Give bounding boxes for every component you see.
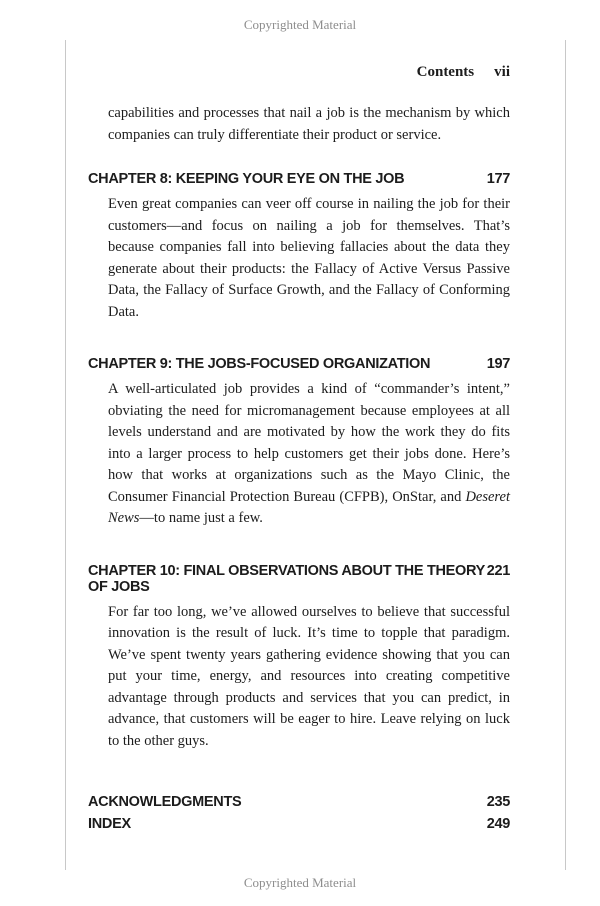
copyright-notice-bottom: Copyrighted Material xyxy=(243,875,357,890)
copyright-notice-top: Copyrighted Material xyxy=(243,17,357,32)
index-row xyxy=(88,813,510,835)
page-edge-left xyxy=(65,40,66,870)
toc-entry-chapter-9 xyxy=(88,356,510,530)
chapter-10-heading-row xyxy=(88,563,510,595)
back-matter-section xyxy=(88,791,510,835)
chapter-10-page-number: 221 xyxy=(486,562,510,579)
page-content xyxy=(88,64,510,835)
page-edge-right xyxy=(565,40,566,870)
chapter-10-description: For far too long, we’ve allowed ourselves to believe that successful innovation is the result of luck. It’s time to topple that paradigm. We’ve spent twenty years gathering evidence showing that you can put your time, energy, and resources into creating competitive advantage through products and services that you can predict, in advance, that customers will be eager to hire. Leave relying on luck to the other guys. xyxy=(108,603,510,749)
toc-entry-chapter-10 xyxy=(88,563,510,753)
chapter-9-page-number: 197 xyxy=(486,356,510,372)
chapter-9-heading-row xyxy=(88,356,510,372)
chapter-10-title: CHAPTER 10: FINAL OBSERVATIONS ABOUT THE THEORY OF JOBS xyxy=(88,562,485,595)
chapter-8-heading-row xyxy=(88,171,510,187)
intro-continuation-paragraph: capabilities and processes that nail a job is the mechanism by which companies can truly differentiate their product or service. xyxy=(108,105,510,143)
index-title: INDEX xyxy=(88,816,131,832)
contents-title: Contents xyxy=(416,64,475,80)
chapter-8-title: CHAPTER 8: KEEPING YOUR EYE ON THE JOB xyxy=(88,171,405,187)
chapter-9-title: CHAPTER 9: THE JOBS-FOCUSED ORGANIZATION xyxy=(88,356,431,372)
toc-entry-chapter-8 xyxy=(88,171,510,323)
folio-page-number: vii xyxy=(494,64,510,80)
chapter-8-page-number: 177 xyxy=(486,171,510,187)
acknowledgments-row xyxy=(88,791,510,813)
chapter-9-description: A well-articulated job provides a kind of “commander’s intent,” obviating the need for micromanagement because employees at all levels understand and are motivated by how the work they do fits into a larger process to help customers get their jobs done. Here’s how that works at organizations such as the Mayo Clinic, the Consumer Financial Protection Bureau (CFPB), OnStar, and Deseret News—to name just a few. xyxy=(108,381,510,526)
acknowledgments-page-number: 235 xyxy=(486,794,510,810)
index-page-number: 249 xyxy=(486,816,510,832)
chapter-8-description: Even great companies can veer off course in nailing the job for their customers—and focus on nailing a job for themselves. That’s because companies fall into believing fallacies about the data they generate about their products: the Fallacy of Active Versus Passive Data, the Fallacy of Surface Growth, and the Fallacy of Conforming Data. xyxy=(108,196,510,320)
running-header xyxy=(88,64,510,81)
acknowledgments-title: ACKNOWLEDGMENTS xyxy=(88,794,242,810)
